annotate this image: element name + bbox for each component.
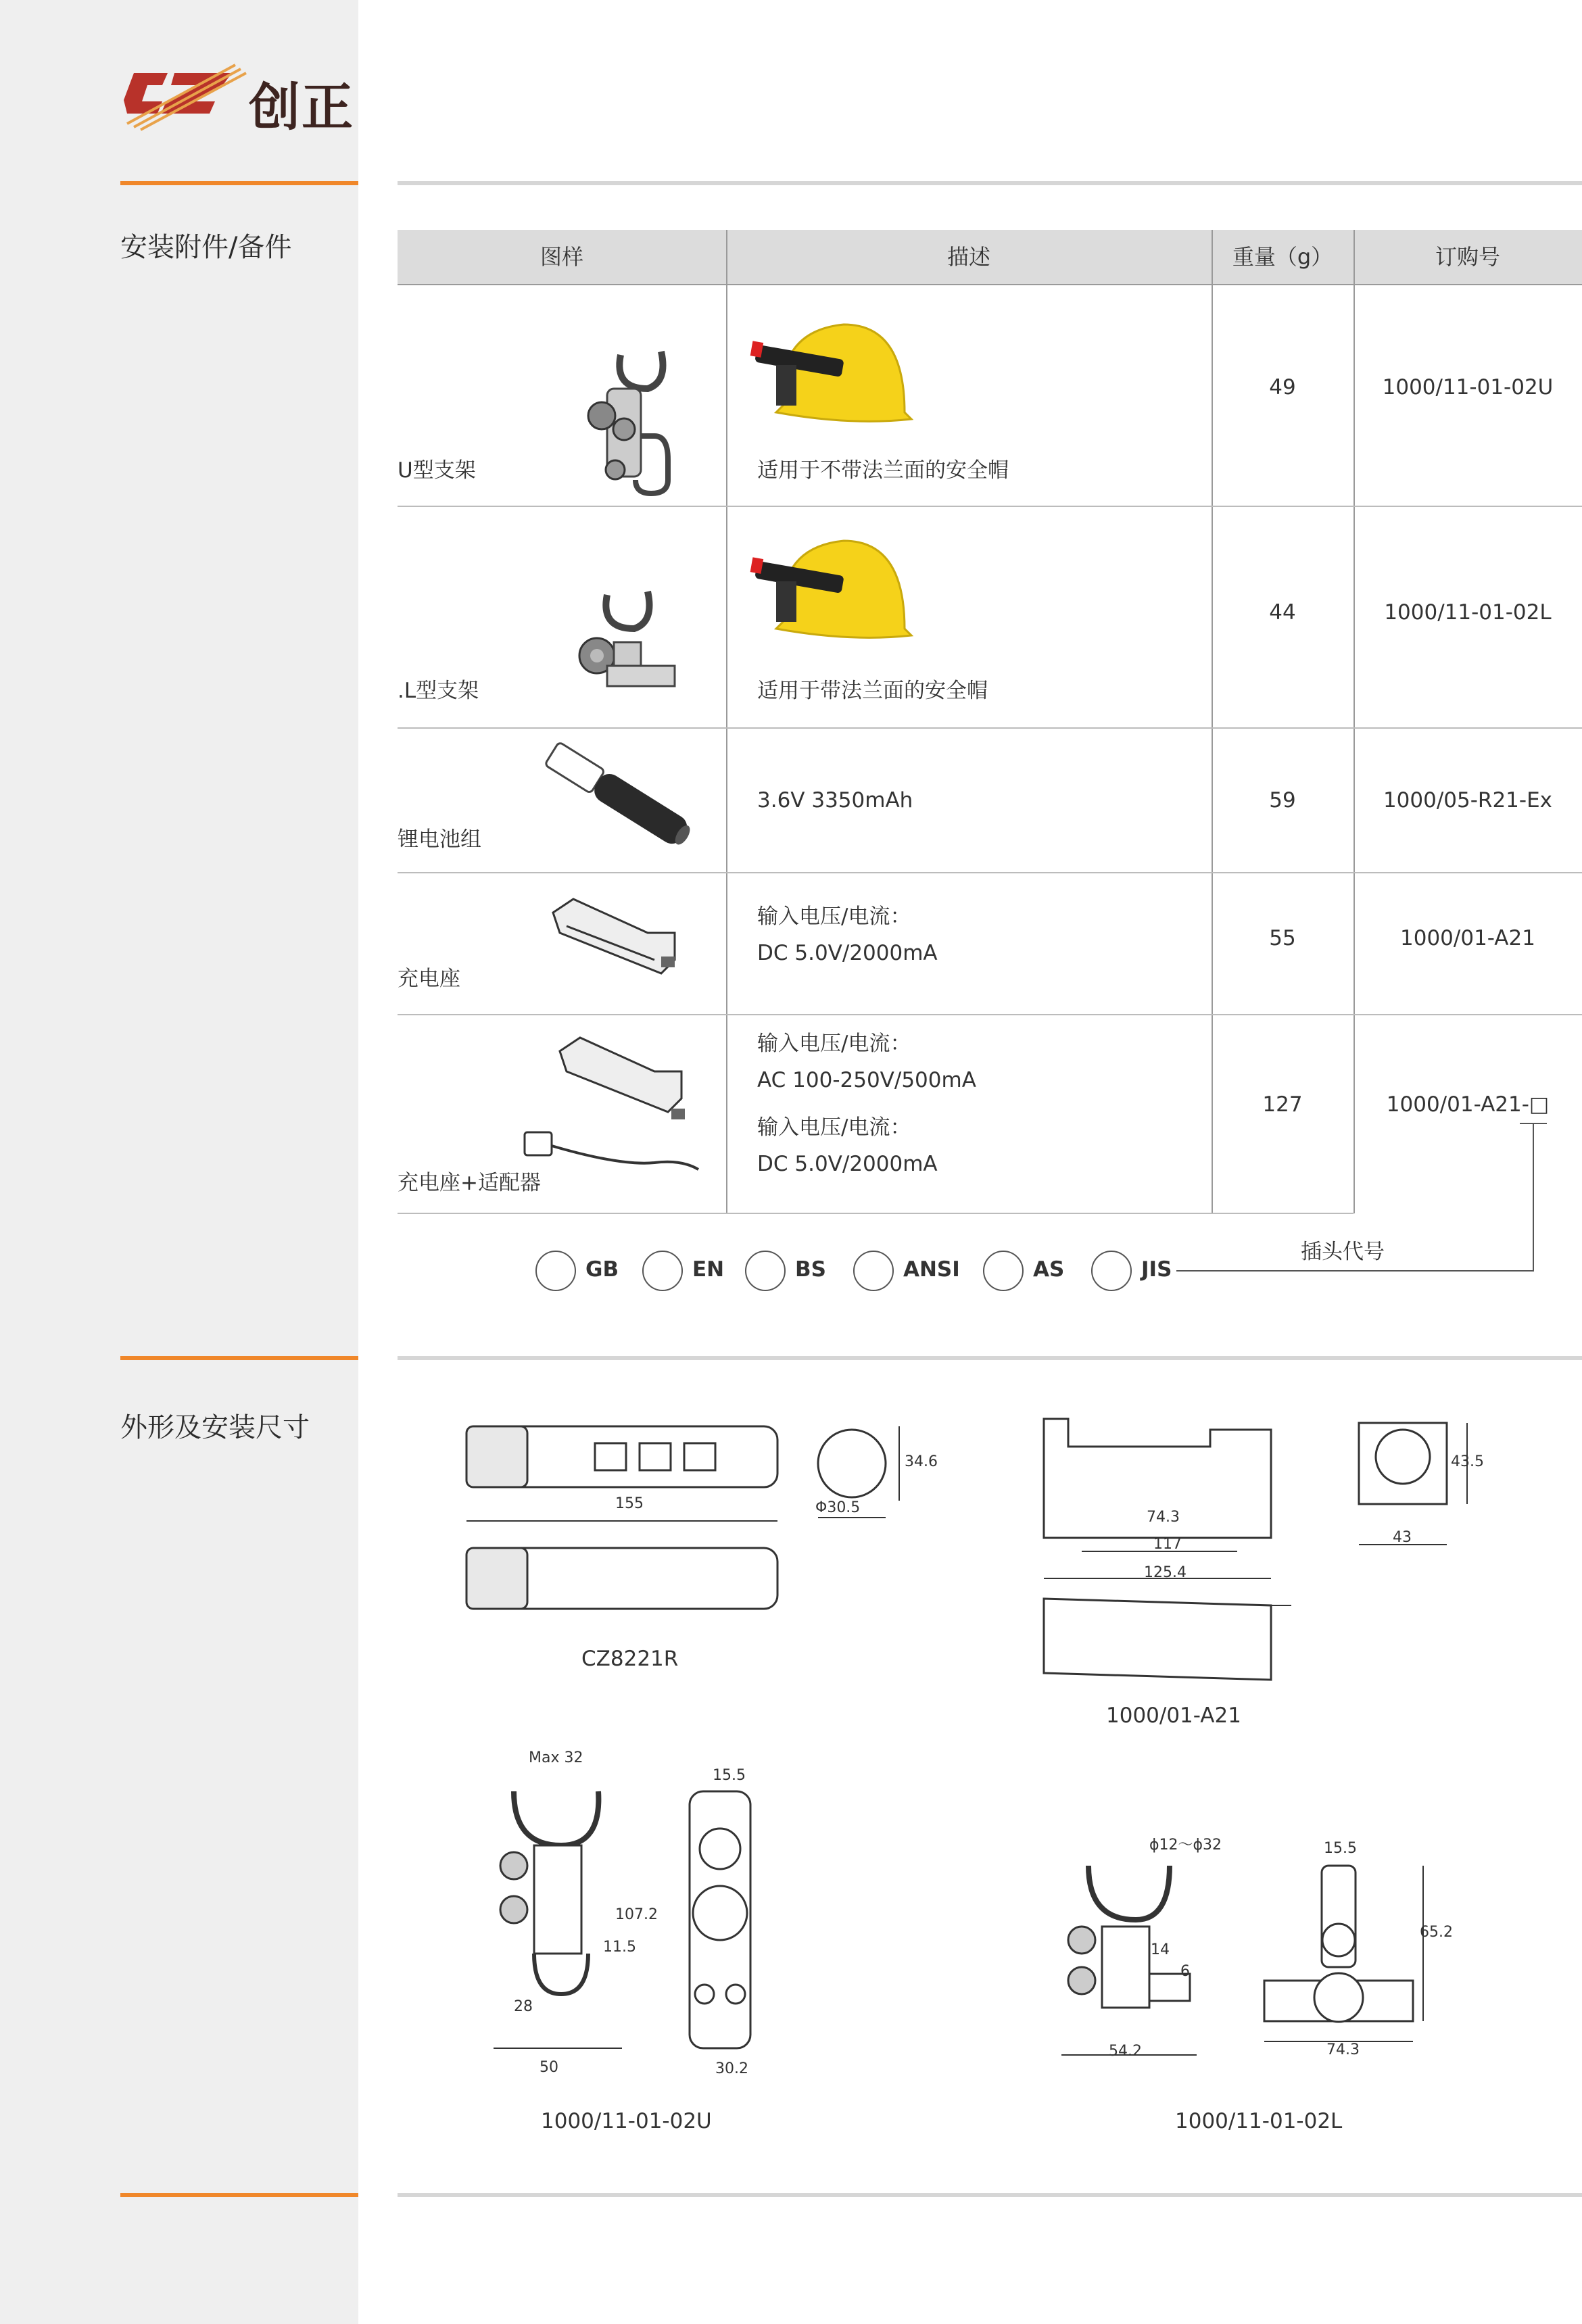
dimension-label: 117 [1153, 1536, 1182, 1553]
plug-socket-icon [983, 1251, 1024, 1291]
l-bracket-drawing [1055, 1825, 1433, 2068]
section-divider [398, 2193, 1582, 2197]
item-description-line: 输入电压/电流： [757, 904, 911, 929]
dimension-label: ϕ12～ϕ32 [1149, 1837, 1222, 1854]
dimension-label: 11.5 [603, 1939, 636, 1956]
dimension-label: 43.5 [1451, 1453, 1484, 1470]
dimension-label: 14 [1151, 1941, 1170, 1958]
item-weight: 55 [1269, 926, 1296, 950]
l-bracket-icon [567, 581, 681, 696]
item-name: 充电座 [398, 967, 460, 991]
accent-divider [120, 181, 358, 185]
dimension-label: 107.2 [615, 1906, 658, 1923]
dimension-label: 155 [615, 1495, 644, 1512]
item-weight: 127 [1262, 1092, 1303, 1117]
section-divider [398, 181, 1582, 185]
battery-icon [533, 735, 709, 857]
item-name: .L型支架 [398, 679, 479, 703]
drawing-caption: CZ8221R [581, 1647, 679, 1671]
accent-divider [120, 1356, 358, 1360]
helmet-icon [749, 527, 911, 662]
plug-socket-icon [642, 1251, 683, 1291]
dimension-label: Max 32 [529, 1749, 583, 1766]
dimension-label: 50 [540, 2059, 558, 2076]
charging-base-adapter-icon [519, 1024, 709, 1186]
dimension-label: 43 [1393, 1529, 1412, 1546]
plug-socket-icon [745, 1251, 786, 1291]
plug-socket-icon [1091, 1251, 1132, 1291]
dimension-label: 30.2 [715, 2060, 748, 2077]
item-order-number: 1000/11-01-02U [1382, 375, 1554, 400]
accessories-table [398, 230, 1582, 1217]
header-figure: 图样 [540, 244, 583, 270]
item-order-number: 1000/01-A21-□ [1386, 1092, 1550, 1117]
dimension-label: 34.6 [905, 1453, 938, 1470]
item-name: U型支架 [398, 458, 476, 483]
drawing-caption: 1000/11-01-02L [1175, 2109, 1343, 2133]
plug-socket-icon [535, 1251, 576, 1291]
drawing-caption: 1000/01-A21 [1106, 1703, 1241, 1728]
plug-code-label: 插头代号 [1301, 1240, 1385, 1264]
item-order-number: 1000/05-R21-Ex [1383, 788, 1553, 813]
accent-divider [120, 2193, 358, 2197]
item-description-line: DC 5.0V/2000mA [757, 1152, 938, 1176]
section-divider [398, 1356, 1582, 1360]
dimension-label: 125.4 [1144, 1564, 1186, 1581]
item-description-line: 输入电压/电流： [757, 1032, 911, 1056]
item-description-line: 输入电压/电流： [757, 1115, 911, 1140]
item-order-number: 1000/11-01-02L [1384, 600, 1552, 625]
item-description-line: DC 5.0V/2000mA [757, 941, 938, 965]
item-name: 充电座+适配器 [398, 1171, 541, 1195]
header-description: 描述 [946, 244, 990, 270]
charging-base-icon [546, 892, 681, 980]
item-description: 适用于不带法兰面的安全帽 [757, 458, 1009, 483]
header-weight: 重量（g） [1232, 244, 1333, 270]
item-description-line: AC 100-250V/500mA [757, 1068, 976, 1092]
item-name: 锂电池组 [398, 827, 481, 852]
plug-socket-icon [853, 1251, 894, 1291]
item-order-number: 1000/01-A21 [1400, 926, 1535, 950]
sidebar-band [0, 0, 358, 2324]
drawing-caption: 1000/11-01-02U [541, 2109, 712, 2133]
item-weight: 49 [1269, 375, 1296, 400]
dimension-label: 74.3 [1326, 2041, 1360, 2058]
dimension-label: 65.2 [1420, 1924, 1453, 1941]
helmet-icon [749, 311, 911, 446]
u-bracket-icon [573, 341, 681, 497]
section-title-accessories: 安装附件/备件 [120, 232, 292, 263]
charging-base-drawing [1041, 1416, 1481, 1687]
item-weight: 59 [1269, 788, 1296, 813]
dimension-label: 54.2 [1109, 2043, 1142, 2060]
section-title-dimensions: 外形及安装尺寸 [120, 1412, 310, 1443]
dimension-label: 6 [1180, 1963, 1190, 1980]
item-weight: 44 [1269, 600, 1296, 625]
dimension-label: 28 [514, 1998, 533, 2015]
dimension-label: Φ30.5 [815, 1499, 861, 1516]
dimension-label: 15.5 [1324, 1840, 1357, 1857]
dimension-label: 74.3 [1147, 1509, 1180, 1526]
item-description: 3.6V 3350mAh [757, 788, 913, 813]
header-order-number: 订购号 [1435, 244, 1500, 270]
dimension-label: 15.5 [713, 1767, 746, 1784]
brand-name: 创正 [249, 77, 354, 137]
item-description: 适用于带法兰面的安全帽 [757, 679, 988, 703]
